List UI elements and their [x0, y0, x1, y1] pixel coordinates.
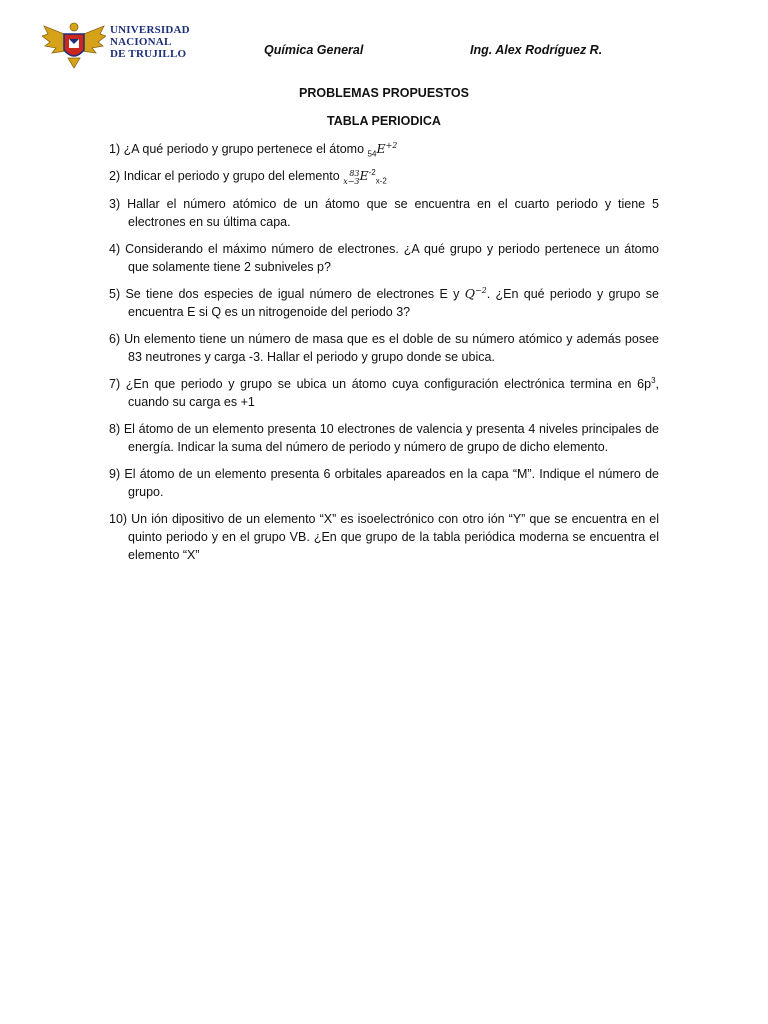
atomic-number: x−3 [343, 177, 360, 186]
problem-number: 1) [109, 142, 121, 156]
problem-text-before: Se tiene dos especies de igual número de electrones E y [125, 287, 460, 301]
problem-list [109, 140, 659, 573]
problem-number: 7) [109, 377, 121, 391]
problem-number: 4) [109, 242, 121, 256]
problem-text-after: , cuando su carga es +1 [128, 377, 659, 409]
problem-8 [109, 420, 659, 456]
problem-4 [109, 240, 659, 276]
orbital-superscript: 3 [651, 375, 656, 385]
element-symbol: E [376, 141, 386, 156]
problem-text: Considerando el máximo número de electrones. ¿A qué grupo y periodo pertenece un átomo que solamente tiene 2 subniveles p? [125, 242, 659, 274]
problem-text: Indicar el periodo y grupo del elemento [123, 169, 340, 183]
problem-3 [109, 195, 659, 231]
problem-6 [109, 330, 659, 366]
problem-7 [109, 375, 659, 411]
document-header [0, 0, 768, 80]
problem-text: El átomo de un elemento presenta 6 orbitales apareados en la capa “M”. Indique el número de grupo. [124, 467, 659, 499]
document-subtitle: TABLA PERIODICA [327, 114, 441, 128]
problem-number: 6) [109, 332, 121, 346]
university-name-line-2: NACIONAL [110, 36, 172, 48]
problem-2 [109, 167, 659, 186]
problem-text-before: ¿En que periodo y grupo se ubica un átomo cuya configuración electrónica termina en 6p [125, 377, 652, 391]
problem-number: 2) [109, 169, 121, 183]
university-eagle-logo-icon [42, 20, 106, 70]
document-title: PROBLEMAS PROPUESTOS [299, 86, 469, 100]
mass-number: 83 [349, 169, 360, 178]
problem-9 [109, 465, 659, 501]
ion-charge: +2 [385, 140, 398, 150]
problem-1 [109, 140, 659, 158]
ion-symbol: Q [464, 286, 475, 301]
problem-text: ¿A qué periodo y grupo pertenece el átomo [123, 142, 365, 156]
problem-10 [109, 510, 659, 564]
course-name: Química General [264, 43, 364, 57]
problem-text: El átomo de un elemento presenta 10 electrones de valencia y presenta 4 niveles principales de energía. Indicar la suma del número de periodo y número de grupo de dicho elemento. [123, 422, 659, 454]
element-subscript: x-2 [375, 176, 387, 186]
problem-text-after: . ¿En qué periodo y grupo se encuentra E si Q es un nitrogenoide del periodo 3? [128, 287, 659, 319]
atomic-number: 54 [367, 149, 377, 159]
problem-number: 5) [109, 287, 121, 301]
author-name: Ing. Alex Rodríguez R. [470, 43, 603, 57]
problem-text: Un ión dipositivo de un elemento “X” es isoelectrónico con otro ión “Y” que se encuentra en el quinto periodo y en el grupo VB. ¿En que grupo de la tabla periódica moderna se encuentra el elemento “X” [128, 512, 659, 562]
problem-text: Un elemento tiene un número de masa que es el doble de su número atómico y además posee 83 neutrones y carga -3. Hallar el periodo y grupo donde se ubica. [124, 332, 659, 364]
element-symbol: E [359, 168, 369, 183]
university-name [110, 24, 190, 60]
ion-charge: -2 [368, 167, 376, 177]
problem-number: 3) [109, 197, 121, 211]
ion-charge: −2 [474, 285, 487, 295]
university-name-line-3: DE TRUJILLO [110, 48, 187, 60]
problem-number: 9) [109, 467, 121, 481]
nuclide-notation [343, 170, 359, 186]
university-name-line-1: UNIVERSIDAD [110, 24, 190, 36]
problem-number: 8) [109, 422, 121, 436]
problem-number: 10) [109, 512, 128, 526]
problem-5 [109, 285, 659, 321]
problem-text: Hallar el número atómico de un átomo que se encuentra en el cuarto periodo y tiene 5 electrones en su última capa. [127, 197, 659, 229]
